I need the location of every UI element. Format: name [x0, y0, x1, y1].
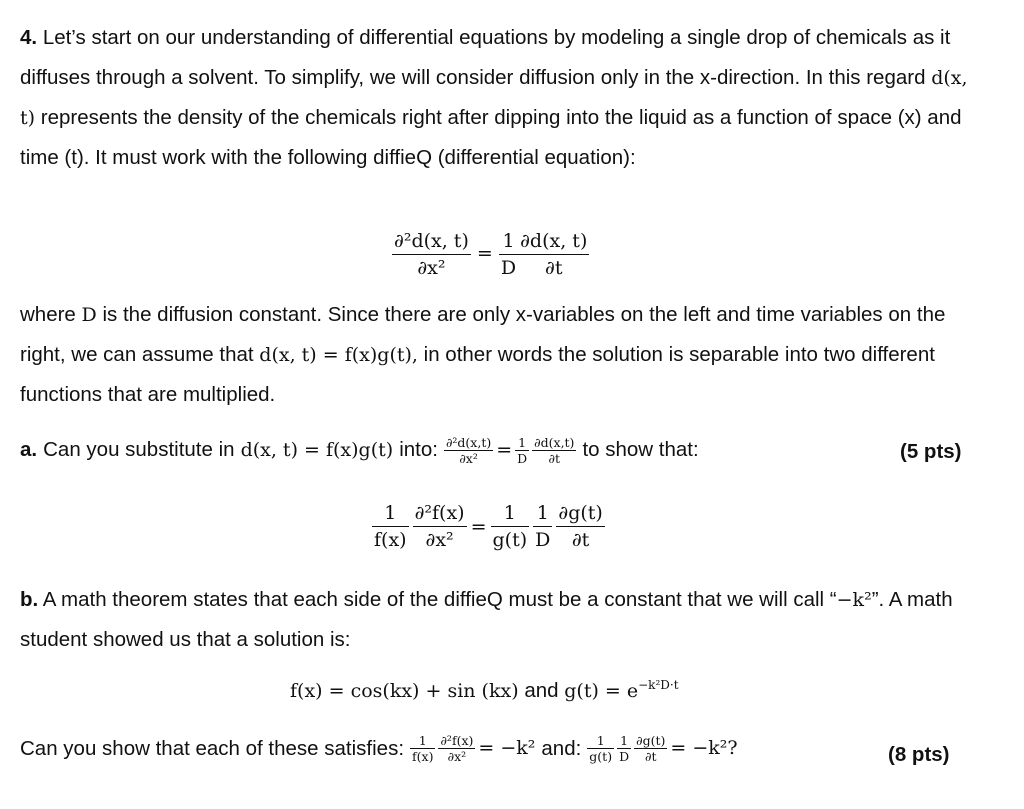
question-and: and: [541, 736, 582, 760]
part-b-text [20, 580, 980, 660]
ra-a-num: 1 [372, 500, 409, 527]
question-eq-2 [587, 733, 737, 764]
part-a-text-1: Can you substitute in [43, 438, 235, 461]
ra-a-den: f(x) [374, 529, 407, 551]
ia-lhs-den: ∂x² [459, 450, 478, 466]
part-a-question [20, 430, 980, 470]
eq1-c-den: D [500, 257, 517, 279]
ra-c-den: g(t) [492, 529, 528, 551]
q1-b-den: ∂x² [447, 749, 467, 764]
part-a-inline-eq [444, 435, 577, 466]
ra-e-num: ∂g(t) [556, 500, 604, 527]
part-b-text-1: A math theorem states that each side of the diffieQ must be a constant that we will call “ [42, 588, 837, 611]
ra-b-den: ∂x² [425, 529, 454, 551]
eq1-rhs-num: ∂d(x, t) [518, 228, 589, 255]
part-a-points: (5 pts) [900, 440, 962, 463]
ra-b-num: ∂²f(x) [413, 500, 467, 527]
problem-intro [20, 18, 980, 178]
q1-a-num: 1 [410, 733, 435, 749]
ia-c-den: D [517, 450, 528, 466]
q1-rhs: = −k² [478, 737, 536, 759]
eq1-rhs-den: ∂t [545, 257, 563, 279]
part-b-constant: −k² [836, 589, 872, 611]
part-a-text-3: to show that: [582, 438, 699, 461]
part-b-label: b. [20, 588, 39, 611]
q1-b-num: ∂²f(x) [440, 733, 474, 748]
solution-g: g(t) = e [564, 680, 639, 702]
ra-d-num: 1 [533, 500, 552, 527]
part-b-points: (8 pts) [888, 743, 950, 766]
eq1-c-num: 1 [499, 228, 518, 255]
where-text-1: where [20, 303, 76, 326]
solution-line [290, 678, 679, 703]
q2-c-den: ∂t [644, 749, 657, 764]
where-paragraph [20, 295, 980, 415]
q2-b-num: 1 [617, 733, 631, 749]
ra-d-den: D [535, 529, 551, 551]
ia-equals: = [496, 438, 513, 461]
ia-c-num: 1 [515, 435, 529, 451]
ia-lhs-num: ∂²d(x,t) [445, 434, 492, 450]
q1-a-den: f(x) [412, 749, 434, 764]
q2-a-num: 1 [587, 733, 614, 749]
part-b-question [20, 733, 738, 764]
q2-b-den: D [619, 749, 630, 764]
ra-c-num: 1 [491, 500, 530, 527]
intro-text: Let’s start on our understanding of differential equations by modeling a single drop of chemicals as it diffuses through a solvent. To simplify, we will consider diffusion only in the x-direction. In this regard [20, 26, 951, 89]
eq1-equals: = [476, 242, 493, 265]
where-text-2: is the diffusion constant. Since there are only x-variables on the left and time variables on the right, we can assume that [20, 303, 946, 366]
solution-and: and [524, 679, 559, 702]
part-a-result-eq [372, 500, 605, 553]
where-D: D [81, 304, 97, 326]
q2-c-num: ∂g(t) [636, 733, 666, 748]
eq1-lhs-den: ∂x² [417, 257, 446, 279]
where-equation: d(x, t) = f(x)g(t), [259, 344, 418, 366]
part-a-text-2: into: [399, 438, 438, 461]
part-a-label: a. [20, 438, 38, 461]
diffusion-equation [392, 228, 589, 281]
part-b-text-2: ”. A math student showed us that a solution is: [20, 588, 953, 651]
problem-number: 4. [20, 26, 38, 49]
solution-g-exponent: −k²D·t [638, 678, 679, 692]
ia-rhs-den: ∂t [548, 450, 561, 466]
intro-variable: d(x, t) [20, 67, 968, 129]
ra-e-den: ∂t [571, 529, 590, 551]
question-text: Can you show that each of these satisfies: [20, 736, 405, 760]
question-eq-1 [410, 733, 535, 764]
eq1-lhs-num: ∂²d(x, t) [392, 228, 471, 255]
ra-equals: = [470, 515, 487, 538]
q2-a-den: g(t) [589, 749, 613, 764]
solution-f: f(x) = cos(kx) + sin (kx) [290, 680, 519, 702]
q2-rhs: = −k²? [670, 737, 738, 759]
part-a-sub-eq: d(x, t) = f(x)g(t) [240, 439, 394, 461]
ia-rhs-num: ∂d(x,t) [534, 434, 575, 450]
where-text-3: in other words the solution is separable into two different functions that are multiplied. [20, 343, 935, 406]
intro-text-rest: represents the density of the chemicals right after dipping into the liquid as a function of space (x) and time (t). It must work with the following diffieQ (differential equation): [20, 106, 962, 169]
